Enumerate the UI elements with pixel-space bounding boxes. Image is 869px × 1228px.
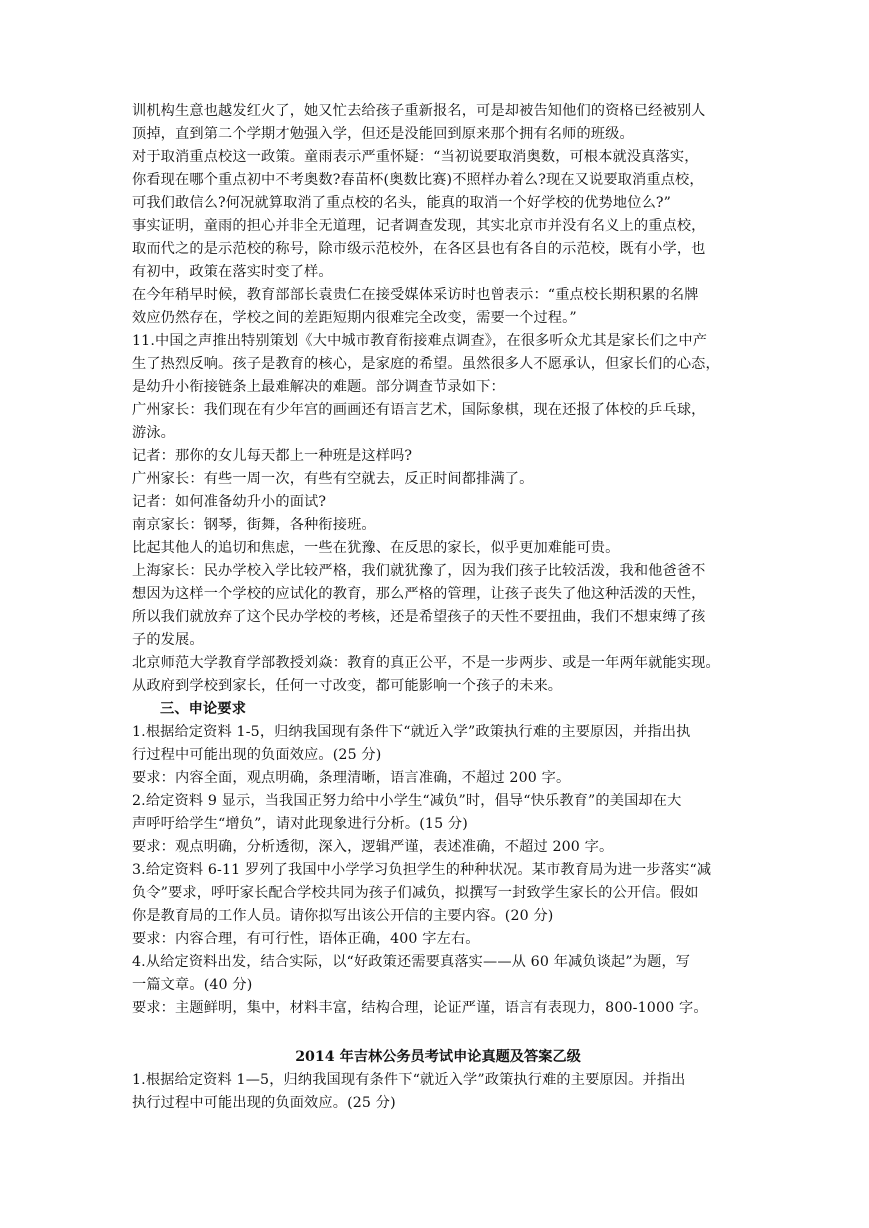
text-line: 在今年稍早时候，教育部部长袁贵仁在接受媒体采访时也曾表示：“重点校长期积累的名牌 xyxy=(132,287,699,303)
text-line: 1.根据给定资料 1—5，归纳我国现有条件下“就近入学”政策执行难的主要原因。并指出 xyxy=(132,1072,686,1088)
requirement-line: 要求：内容合理，有可行性，语体正确，400 字左右。 xyxy=(132,931,480,947)
text-line: 效应仍然存在，学校之间的差距短期内很难完全改变，需要一个过程。” xyxy=(132,310,577,326)
requirement-line: 声呼吁给学生“增负”，请对此现象进行分析。(15 分) xyxy=(132,816,468,832)
text-line: 是幼升小衔接链条上最难解决的难题。部分调查节录如下： xyxy=(132,379,505,395)
text-line: 有初中，政策在落实时变了样。 xyxy=(132,264,333,280)
text-line: 执行过程中可能出现的负面效应。(25 分) xyxy=(132,1095,396,1111)
document-title: 2014 年吉林公务员考试申论真题及答案乙级 xyxy=(295,1049,581,1065)
text-line: 取而代之的是示范校的称号，除市级示范校外，在各区县也有各自的示范校，既有小学，也 xyxy=(132,241,706,257)
text-line: 你看现在哪个重点初中不考奥数?春苗杯(奥数比赛)不照样办着么?现在又说要取消重点校， xyxy=(132,172,704,188)
requirement-line: 2.给定资料 9 显示，当我国正努力给中小学生“减负”时，倡导“快乐教育”的美国却在大 xyxy=(132,793,682,809)
requirement-line: 一篇文章。(40 分) xyxy=(132,977,253,993)
text-line: 所以我们就放弃了这个民办学校的考核，还是希望孩子的天性不要扭曲，我们不想束缚了孩 xyxy=(132,609,706,625)
text-line: 广州家长：有些一周一次，有些有空就去，反正时间都排满了。 xyxy=(132,471,534,487)
requirement-line: 要求：主题鲜明，集中，材料丰富，结构合理，论证严谨，语言有表现力，800-1000 字。 xyxy=(132,1000,708,1016)
section-heading: 三、申论要求 xyxy=(160,701,247,717)
requirement-line: 4.从给定资料出发，结合实际，以“好政策还需要真落实——从 60 年减负谈起”为题，写 xyxy=(132,954,691,970)
document-page xyxy=(132,100,744,1115)
text-line: 北京师范大学教育学部教授刘焱：教育的真正公平，不是一步两步、或是一年两年就能实现。 xyxy=(132,655,720,671)
text-line: 11.中国之声推出特别策划《大中城市教育衔接难点调查》，在很多听众尤其是家长们之中产 xyxy=(132,333,708,349)
requirement-line: 负令”要求，呼吁家长配合学校共同为孩子们减负，拟撰写一封致学生家长的公开信。假如 xyxy=(132,885,699,901)
text-line: 比起其他人的追切和焦虑，一些在犹豫、在反思的家长，似乎更加难能可贵。 xyxy=(132,540,620,556)
text-line: 记者：那你的女儿每天都上一种班是这样吗? xyxy=(132,448,413,464)
text-line: 从政府到学校到家长，任何一寸改变，都可能影响一个孩子的未来。 xyxy=(132,678,563,694)
text-line: 南京家长：钢琴，街舞，各种衔接班。 xyxy=(132,517,376,533)
spacer xyxy=(132,1020,744,1046)
text-line: 可我们敢信么?何况就算取消了重点校的名头，能真的取消一个好学校的优势地位么?” xyxy=(132,195,672,211)
text-line: 事实证明，童雨的担心并非全无道理，记者调查发现，其实北京市并没有名义上的重点校， xyxy=(132,218,706,234)
text-line: 记者：如何准备幼升小的面试? xyxy=(132,494,327,510)
requirement-line: 行过程中可能出现的负面效应。(25 分) xyxy=(132,747,382,763)
requirement-line: 要求：观点明确，分析透彻，深入，逻辑严谨，表述准确，不超过 200 字。 xyxy=(132,839,614,855)
text-line: 上海家长：民办学校入学比较严格，我们就犹豫了，因为我们孩子比较活泼，我和他爸爸不 xyxy=(132,563,706,579)
text-line: 广州家长：我们现在有少年宫的画画还有语言艺术，国际象棋，现在还报了体校的乒乓球， xyxy=(132,402,706,418)
text-line: 对于取消重点校这一政策。童雨表示严重怀疑：“当初说要取消奥数，可根本就没真落实， xyxy=(132,149,699,165)
text-line: 顶掉，直到第二个学期才勉强入学，但还是没能回到原来那个拥有名师的班级。 xyxy=(132,126,634,142)
text-line: 想因为这样一个学校的应试化的教育，那么严格的管理，让孩子丧失了他这种活泼的天性， xyxy=(132,586,706,602)
text-line: 训机构生意也越发红火了，她又忙去给孩子重新报名，可是却被告知他们的资格已经被别人 xyxy=(132,103,706,119)
body-text xyxy=(132,100,744,698)
text-line: 游泳。 xyxy=(132,425,176,441)
requirement-line: 1.根据给定资料 1-5，归纳我国现有条件下“就近入学”政策执行难的主要原因，并指出执 xyxy=(132,724,691,740)
requirements-list xyxy=(132,721,744,1020)
final-question xyxy=(132,1069,744,1115)
requirement-line: 你是教育局的工作人员。请你拟写出该公开信的主要内容。(20 分) xyxy=(132,908,554,924)
requirement-line: 要求：内容全面，观点明确，条理清晰，语言准确，不超过 200 字。 xyxy=(132,770,571,786)
text-line: 生了热烈反响。孩子是教育的核心，是家庭的希望。虽然很多人不愿承认，但家长们的心态， xyxy=(132,356,720,372)
text-line: 子的发展。 xyxy=(132,632,204,648)
requirement-line: 3.给定资料 6-11 罗列了我国中小学学习负担学生的种种状况。某市教育局为进一步落实“减 xyxy=(132,862,712,878)
